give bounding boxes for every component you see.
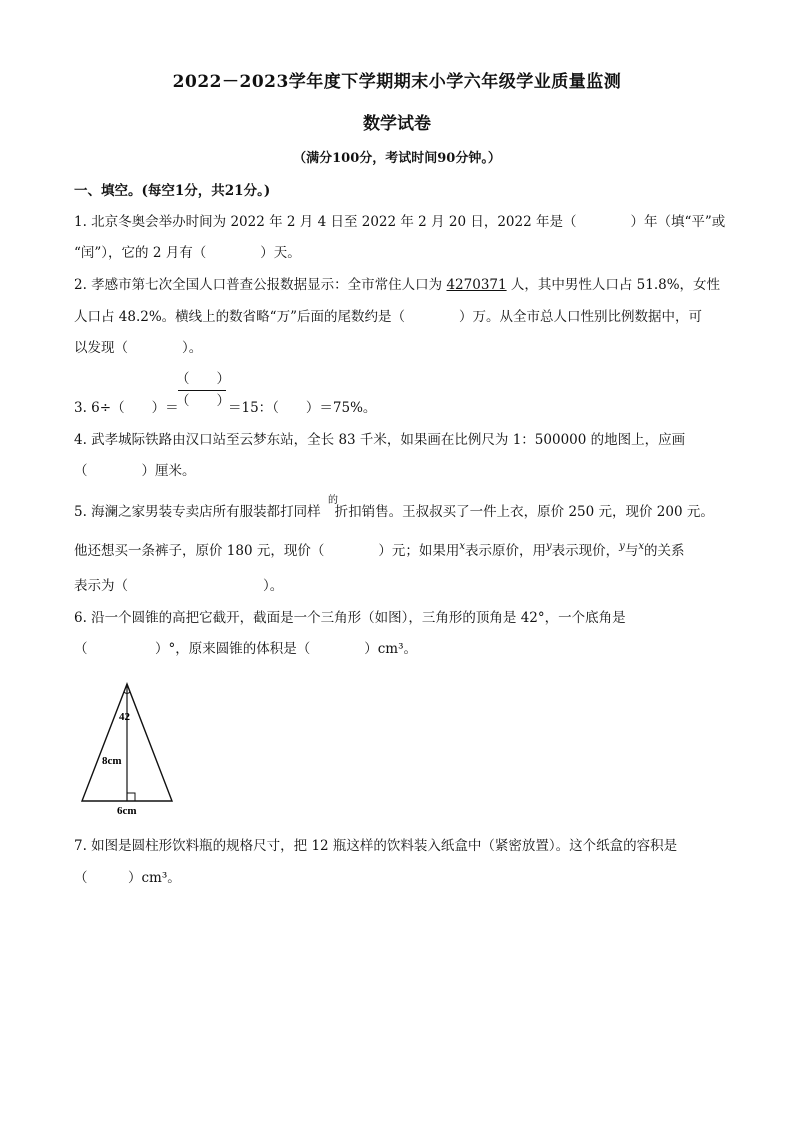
question-5-text-2b: 表示原价，用 <box>465 543 546 559</box>
question-5-text-2a: 他还想买一条裤子，原价 180 元，现价（ ）元；如果用 <box>74 543 460 559</box>
section-heading: 一、填空。(每空1分，共21分。) <box>74 183 271 199</box>
question-5-line-3: 表示为（ ）。 <box>74 578 284 594</box>
apex-angle-label: 42 <box>119 711 130 723</box>
question-6-line-1: 6. 沿一个圆锥的高把它截开，截面是一个三角形（如图），三角形的顶角是 42°，一个底角是 <box>74 610 626 626</box>
question-4-line-1: 4. 武孝城际铁路由汉口站至云梦东站，全长 83 千米，如果画在比例尺为 1：500000 的地图上，应画 <box>74 432 686 448</box>
question-3-suffix: ＝15：（ ）＝75%。 <box>228 400 377 416</box>
question-5-text-2e: 的关系 <box>643 543 685 559</box>
underlined-number: 4270371 <box>446 277 507 293</box>
question-2-line-1 <box>74 275 720 295</box>
question-6-line-2: （ ）°，原来圆锥的体积是（ ）cm³。 <box>74 641 418 657</box>
question-5-text-2c: 表示现价， <box>551 543 620 559</box>
side-length-label: 8cm <box>102 755 122 767</box>
fraction-numerator: （ ） <box>176 371 230 387</box>
page-title: 2022－2023学年度下学期期末小学六年级学业质量监测 <box>172 72 622 92</box>
question-2-text-a: 2. 孝感市第七次全国人口普查公报数据显示：全市常住人口为 <box>74 277 447 293</box>
question-2-text-c: 人，其中男性人口占 51.8%，女性 <box>506 277 721 293</box>
question-7-line-2: （ ）cm³。 <box>74 870 181 886</box>
question-5-text-2d: 与 <box>624 543 639 559</box>
question-1-line-2: “闰”），它的 2 月有（ ）天。 <box>74 245 301 261</box>
question-7-line-1: 7. 如图是圆柱形饮料瓶的规格尺寸，把 12 瓶这样的饮料装入纸盒中（紧密放置）。这个纸盒的容积是 <box>74 838 678 854</box>
question-2-line-3: 以发现（ ）。 <box>74 340 203 356</box>
question-5-line-2 <box>74 541 684 561</box>
question-1-line-1: 1. 北京冬奥会举办时间为 2022 年 2 月 4 日至 2022 年 2 月 20 日，2022 年是（ ）年（填“平”或 <box>74 214 726 230</box>
variable-x-2: x <box>638 541 644 552</box>
question-4-line-2: （ ）厘米。 <box>74 463 196 479</box>
question-5-line-1 <box>74 502 714 522</box>
exam-note: （满分100分，考试时间90分钟。） <box>293 151 501 166</box>
superscript-de: 的 <box>328 495 338 506</box>
variable-y-2: y <box>619 541 625 552</box>
variable-x: x <box>459 541 465 552</box>
question-2-line-2: 人口占 48.2%。横线上的数省略“万”后面的尾数约是（ ）万。从全市总人口性别比例数据中，可 <box>74 309 702 325</box>
question-5-text-a: 5. 海澜之家男装专卖店所有服装都打同样 <box>74 504 321 520</box>
question-3-prefix: 3. 6÷（ ）＝ <box>74 400 179 416</box>
triangle-figure <box>74 676 184 816</box>
right-angle-mark <box>127 793 135 801</box>
question-5-text-b: 折扣销售。王叔叔买了一件上衣，原价 250 元，现价 200 元。 <box>334 504 714 520</box>
base-length-label: 6cm <box>117 805 137 816</box>
variable-y: y <box>546 541 552 552</box>
page-subtitle: 数学试卷 <box>363 114 431 134</box>
fraction-denominator: （ ） <box>176 393 230 409</box>
fraction-bar <box>178 390 226 391</box>
